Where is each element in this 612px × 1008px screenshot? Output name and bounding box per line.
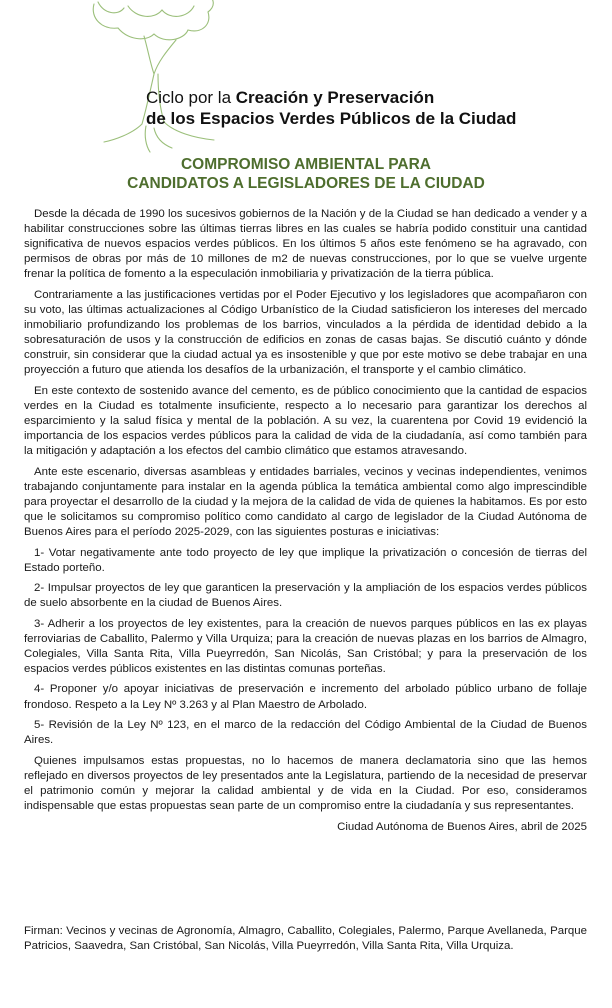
tree-outline-icon — [84, 0, 264, 160]
title-line-2: CANDIDATOS A LEGISLADORES DE LA CIUDAD — [127, 175, 485, 192]
list-item-1: 1- Votar negativamente ante todo proyecto de ley que implique la privatización o concesión de tierras del Estado porteño. — [24, 546, 587, 574]
signers-list: Firman: Vecinos y vecinas de Agronomía, Almagro, Caballito, Colegiales, Palermo, Parque Avellaneda, Parque Patricios, Saavedra, San Cristóbal, San Nicolás, Villa Pueyrredón, Villa Santa Rita, Villa Urquiza. — [24, 925, 587, 953]
header-prefix: Ciclo por la — [146, 88, 236, 107]
title-line-1: COMPROMISO AMBIENTAL PARA — [180, 156, 431, 173]
paragraph: Quienes impulsamos estas propuestas, no lo hacemos de manera declamatoria sino que las hemos reflejado en diversos proyectos de ley presentados ante la Legislatura, partiendo de la necesidad de preservar el patrimonio común y mejorar la calidad ambiental y de vida en la Ciudad. Por eso, consideramos indispensable que estas propuestas sean parte de un compromiso entre la ciudadanía y sus representantes. — [24, 754, 587, 812]
header-bold-text: Creación y Preservación — [235, 88, 435, 107]
document-body — [24, 207, 587, 840]
list-item-2: 2- Impulsar proyectos de ley que garanticen la preservación y la ampliación de los espacios verdes públicos de suelo absorbente en la ciudad de Buenos Aires. — [24, 582, 587, 610]
header-line-2: de los Espacios Verdes Públicos de la Ciudad — [146, 109, 517, 128]
list-item-4: 4- Proponer y/o apoyar iniciativas de preservación e incremento del arbolado público urbano de follaje frondoso. Respeto a la Ley Nº 3.263 y al Plan Maestro de Arbolado. — [24, 683, 587, 711]
list-item-3: 3- Adherir a los proyectos de ley existentes, para la creación de nuevos parques públicos en las ex playas ferroviarias de Caballito, Palermo y Villa Urquiza; para la creación de nuevas plazas en los barrios de Almagro, Colegiales, Villa Santa Rita, Villa Pueyrredón, San Nicolás, San Cristóbal; y para la preservación de los espacios verdes públicos existentes en las distintas comunas porteñas. — [24, 617, 587, 675]
paragraph: En este contexto de sostenido avance del cemento, es de público conocimiento que la cantidad de espacios verdes en la Ciudad es totalmente insuficiente, respecto a lo necesario para garantizar los derechos al esparcimiento y la salud física y mental de la población. A su vez, la cuarentena por Covid 19 evidenció la importancia de los espacios verdes públicos para la calidad de vida de la ciudadanía, así como también para la mitigación y adaptación a los efectos del cambio climático que estamos atravesando. — [24, 384, 587, 458]
header-line-1 — [146, 87, 434, 109]
paragraph: Ante este escenario, diversas asambleas y entidades barriales, vecinos y vecinas independientes, venimos trabajando conjuntamente para instalar en la agenda pública la temática ambiental como algo imprescindible para proyectar el desarrollo de la ciudad y la mejora de la calidad de vida de quienes la habitamos. Es por esto que le solicitamos su compromiso político como candidato al cargo de legislador de la Ciudad Autónoma de Buenos Aires para el período 2025-2029, con las siguientes posturas e iniciativas: — [24, 465, 587, 539]
list-item-5: 5- Revisión de la Ley Nº 123, en el marco de la redacción del Código Ambiental de la Ciudad de Buenos Aires. — [24, 719, 587, 747]
document-title — [0, 155, 612, 193]
signoff-date: Ciudad Autónoma de Buenos Aires, abril de 2025 — [337, 820, 587, 833]
paragraph: Desde la década de 1990 los sucesivos gobiernos de la Nación y de la Ciudad se han dedicado a vender y a habilitar construcciones sobre las últimas tierras libres en las cuales se habría podido constituir una cantidad significativa de nuevos espacios verdes públicos. En los últimos 5 años este fenómeno se ha agravado, con permisos de obras por más de 10 millones de m2 de nuevas construcciones, por lo que se vuelve urgente frenar la política de fomento a la especulación inmobiliaria y privatización de la tierra pública. — [24, 208, 587, 281]
paragraph: Contrariamente a las justificaciones vertidas por el Poder Ejecutivo y los legisladores que acompañaron con su voto, las últimas actualizaciones al Código Urbanístico de la Ciudad satisficieron los intereses del mercado inmobiliario profundizando los problemas de los barrios, vinculados a la pérdida de identidad debido a la sobresaturación de usos y la construcción de edificios en zonas de casas bajas. Se discutió cuánto y dónde construir, sin considerar que la ciudad actual ya es insostenible y que por este motivo se debe trabajar en una proyección a futuro que atienda los desafíos de la urbanización, el transporte y el cambio climático. — [24, 288, 587, 377]
